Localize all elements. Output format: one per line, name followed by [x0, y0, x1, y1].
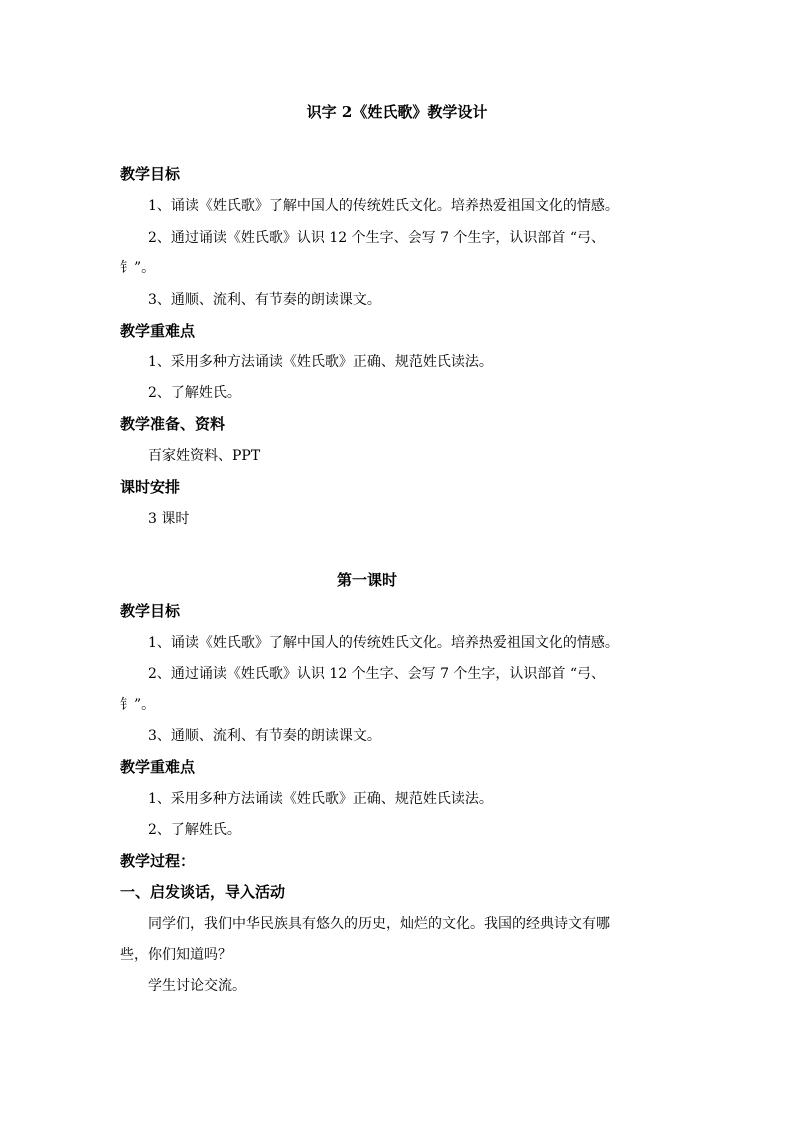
lesson-step-1-paragraph-line-1: 同学们，我们中华民族具有悠久的历史，灿烂的文化。我国的经典诗文有哪: [148, 916, 610, 932]
materials-text: 百家姓资料、PPT: [148, 448, 261, 464]
lesson-step-1-heading: 一、启发谈话，导入活动: [120, 883, 286, 901]
goal-item-3: 3、通顺、流利、有节奏的朗读课文。: [148, 292, 381, 308]
lesson-key-points-heading: 教学重难点: [120, 758, 196, 776]
lesson-goal-item-2-line-1: 2、通过诵读《姓氏歌》认识 12 个生字、会写 7 个生字，认识部首 “弓、: [148, 666, 606, 682]
lesson-key-point-item-1: 1、采用多种方法诵读《姓氏歌》正确、规范姓氏读法。: [148, 791, 493, 807]
lesson-process-heading: 教学过程：: [120, 852, 196, 870]
lesson-goal-item-1: 1、诵读《姓氏歌》了解中国人的传统姓氏文化。培养热爱祖国文化的情感。: [148, 635, 619, 651]
lesson-one-title: 第一课时: [336, 571, 397, 589]
goal-item-1: 1、诵读《姓氏歌》了解中国人的传统姓氏文化。培养热爱祖国文化的情感。: [148, 198, 619, 214]
lesson-key-point-item-2: 2、了解姓氏。: [148, 822, 241, 838]
lesson-step-1-paragraph-line-2: 些，你们知道吗？: [120, 947, 232, 963]
key-point-item-1: 1、采用多种方法诵读《姓氏歌》正确、规范姓氏读法。: [148, 354, 493, 370]
lesson-goals-heading: 教学目标: [120, 602, 181, 620]
section-heading-materials: 教学准备、资料: [120, 415, 226, 433]
goal-item-2-line-2: 钅”。: [120, 260, 156, 276]
section-heading-key-points: 教学重难点: [120, 322, 196, 340]
lesson-step-1-paragraph-2: 学生讨论交流。: [148, 978, 246, 994]
lesson-goal-item-2-line-2: 钅”。: [120, 697, 156, 713]
section-heading-goals: 教学目标: [120, 165, 181, 183]
schedule-text: 3 课时: [148, 511, 190, 527]
key-point-item-2: 2、了解姓氏。: [148, 385, 241, 401]
goal-item-2-line-1: 2、通过诵读《姓氏歌》认识 12 个生字、会写 7 个生字，认识部首 “弓、: [148, 230, 606, 246]
document-title: 识字 2《姓氏歌》教学设计: [306, 103, 488, 121]
section-heading-schedule: 课时安排: [120, 478, 181, 496]
lesson-goal-item-3: 3、通顺、流利、有节奏的朗读课文。: [148, 728, 381, 744]
